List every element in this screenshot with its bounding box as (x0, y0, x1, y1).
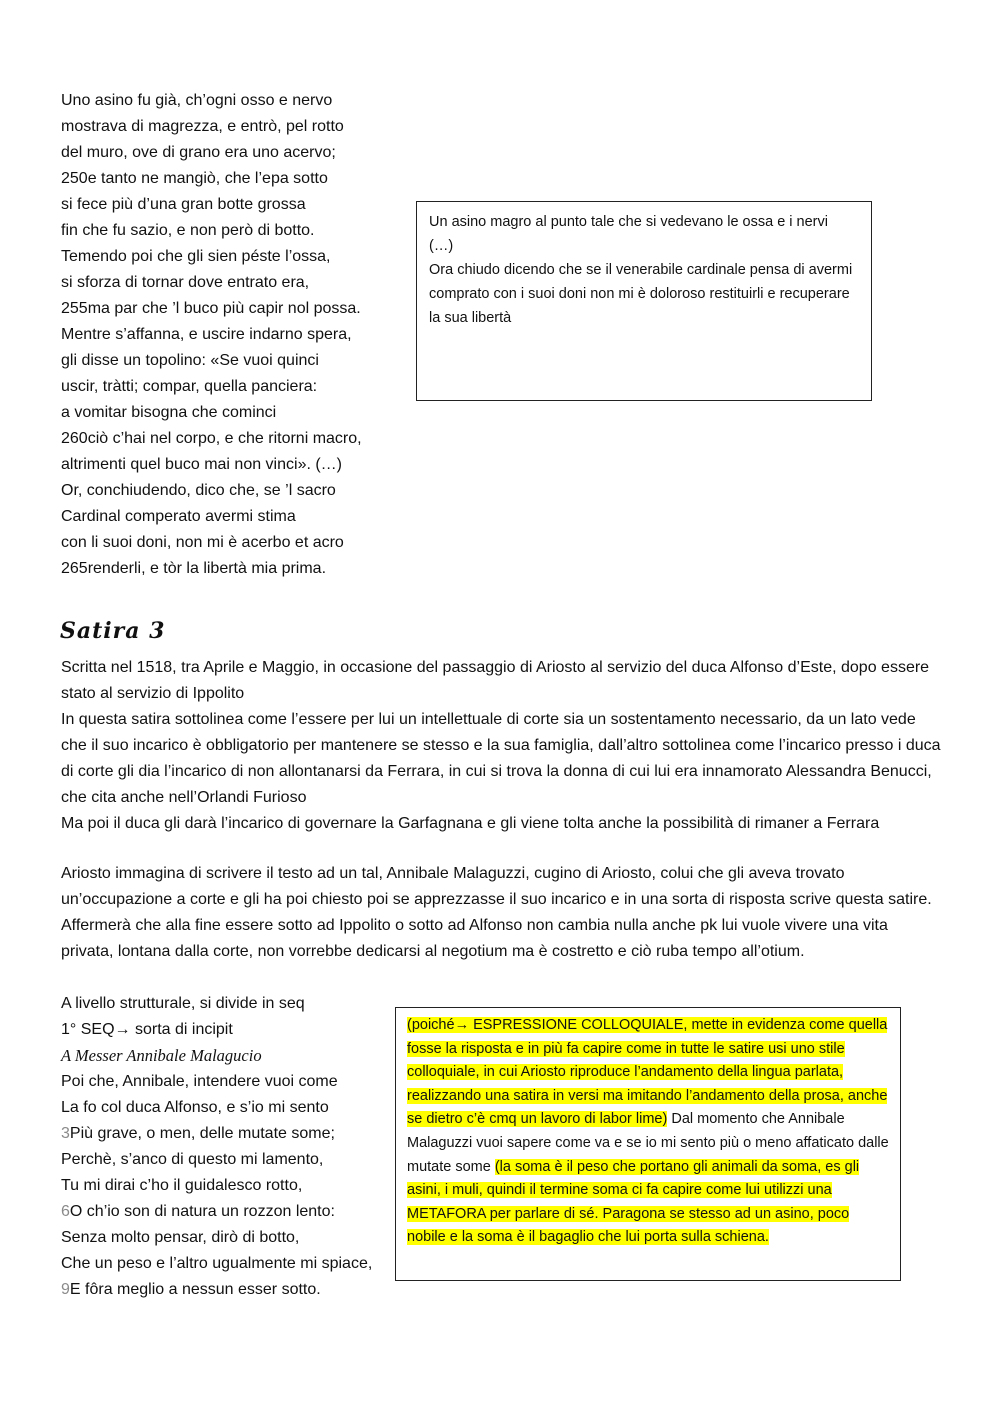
verse-line (61, 504, 401, 530)
dedication-line: A Messer Annibale Malagucio (61, 1046, 262, 1065)
verse-text: O ch’io son di natura un rozzon lento: (69, 1203, 335, 1220)
line-number: 265 (61, 560, 88, 577)
poem-satira-3-excerpt (61, 991, 401, 1303)
verse-line (61, 400, 401, 426)
verse-text: La fo col duca Alfonso, e s’io mi sento (61, 1099, 329, 1116)
verse-text: uscir, tràtti; compar, quella panciera: (61, 378, 318, 395)
verse-line (61, 166, 401, 192)
verse-line (61, 1251, 401, 1277)
note-line-1: Un asino magro al punto tale che si vedevano le ossa e i nervi (429, 214, 828, 230)
verse-text: Cardinal comperato avermi stima (61, 508, 296, 525)
verse-line (61, 426, 401, 452)
verse-line (61, 452, 401, 478)
verse-text: gli disse un topolino: «Se vuoi quinci (61, 352, 319, 369)
verse-text: a vomitar bisogna che cominci (61, 404, 277, 421)
line-number: 255 (61, 300, 88, 317)
verse-text: Mentre s’affanna, e uscire indarno spera, (61, 326, 352, 343)
verse-text: e tanto ne mangiò, che l’epa sotto (87, 170, 328, 187)
line-number: 260 (61, 430, 88, 447)
verse-lines (61, 1069, 401, 1303)
poem-satira-2-excerpt (61, 88, 401, 582)
verse-line (61, 218, 401, 244)
intro-paragraph (61, 655, 941, 837)
verse-text: Or, conchiudendo, dico che, se ’l sacro (61, 482, 336, 499)
intro-line-date: Scritta nel 1518, tra Aprile e Maggio, in occasione del passaggio di Ariosto al servizio del duca Alfonso d’Este, dopo essere stato al servizio di Ippolito (61, 659, 930, 702)
verse-text: Che un peso e l’altro ugualmente mi spiace, (61, 1255, 373, 1272)
commentary-plain: Dal momento che Annibale Malaguzzi vuoi sapere come va e se io mi sento più o meno affaticato dalle mutate some (407, 1111, 889, 1175)
verse-line (61, 296, 401, 322)
verse-line (61, 114, 401, 140)
verse-text: del muro, ove di grano era uno acervo; (61, 144, 336, 161)
verse-line (61, 322, 401, 348)
verse-text: Più grave, o men, delle mutate some; (69, 1125, 335, 1142)
verse-line (61, 1147, 401, 1173)
arrow-icon: → (454, 1017, 470, 1033)
verse-line (61, 88, 401, 114)
line-number: 9 (61, 1281, 70, 1298)
verse-line (61, 1095, 401, 1121)
note-line-2: (…) (429, 238, 454, 254)
verse-line (61, 244, 401, 270)
line-number: 3 (61, 1125, 70, 1142)
verse-line (61, 1069, 401, 1095)
verse-text: Tu mi dirai c’ho il guidalesco rotto, (61, 1177, 303, 1194)
verse-line (61, 140, 401, 166)
note-line-3: Ora chiudo dicendo che se il venerabile cardinale pensa di avermi comprato con i suoi doni non mi è doloroso restituirli e recuperare la sua libertà (429, 262, 853, 326)
highlight-metaphor: (la soma è il peso che portano gli animali da soma, es gli asini, i muli, quindi il termine soma ci fa capire come lui utilizzi una METAFORA per parlare di sé. Paragona se stesso ad un asino, poco nobile e la soma è il bagaglio che lui porta sulla schiena. (407, 1158, 860, 1246)
verse-text: si fece più d’una gran botte grossa (61, 196, 306, 213)
verse-line (61, 1225, 401, 1251)
verse-line (61, 192, 401, 218)
line-number: 250 (61, 170, 88, 187)
verse-text: ciò c’hai nel corpo, e che ritorni macro, (87, 430, 362, 447)
verse-text: Senza molto pensar, dirò di botto, (61, 1229, 300, 1246)
verse-text: Perchè, s’anco di questo mi lamento, (61, 1151, 324, 1168)
verse-line (61, 270, 401, 296)
verse-text: fin che fu sazio, e non però di botto. (61, 222, 315, 239)
verse-line (61, 530, 401, 556)
paraphrase-note-box (416, 201, 872, 401)
verse-line (61, 478, 401, 504)
verse-text: ma par che ’l buco più capir nol possa. (87, 300, 361, 317)
verse-line (61, 556, 401, 582)
verse-text: con li suoi doni, non mi è acerbo et acro (61, 534, 344, 551)
intro-line-garfagnana: Ma poi il duca gli darà l’incarico di governare la Garfagnana e gli viene tolta anche la possibilità di rimaner a Ferrara (61, 815, 880, 832)
verse-line (61, 1173, 401, 1199)
verse-text: Uno asino fu già, ch’ogni osso e nervo (61, 92, 333, 109)
verse-text: altrimenti quel buco mai non vinci». (…) (61, 456, 343, 473)
sequence-line: 1° SEQ→ sorta di incipit (61, 1021, 233, 1038)
verse-line (61, 374, 401, 400)
verse-line (61, 1121, 401, 1147)
section-heading: Satira 3 (60, 618, 166, 644)
verse-line (61, 1199, 401, 1225)
context-paragraph: Ariosto immagina di scrivere il testo ad un tal, Annibale Malaguzzi, cugino di Ariosto, colui che gli aveva trovato un’occupazione a corte e gli ha poi chiesto poi se apprezzasse il suo incarico e in una sorta di risposta scrive questa satire. Affermerà che alla fine essere sotto ad Ippolito o sotto ad Alfonso non cambia nulla anche pk lui vuole vivere una vita privata, lontana dalla corte, non vorrebbe dedicarsi al negotium ma è costretto e ciò ruba tempo all’otium. (61, 865, 932, 960)
line-number: 6 (61, 1203, 70, 1220)
verse-text: Poi che, Annibale, intendere vuoi come (61, 1073, 338, 1090)
verse-text: Temendo poi che gli sien péste l’ossa, (61, 248, 331, 265)
structure-line: A livello strutturale, si divide in seq (61, 995, 305, 1012)
verse-line (61, 348, 401, 374)
verse-line (61, 1277, 401, 1303)
intro-line-theme: In questa satira sottolinea come l’essere per lui un intellettuale di corte sia un sostentamento necessario, da un lato vede che il suo incarico è obbligatorio per mantenere se stesso e la sua famiglia, dall’altro sottolinea come l’incarico presso i duca di corte gli dia l’incarico di non allontanarsi da Ferrara, in cui si trova la donna di cui lui era innamorato Alessandra Benucci, che cita anche nell’Orlandi Furioso (61, 711, 941, 806)
arrow-icon: → (114, 1021, 131, 1038)
verse-text: si sforza di tornar dove entrato era, (61, 274, 310, 291)
verse-text: E fôra meglio a nessun esser sotto. (69, 1281, 321, 1298)
commentary-note-box (395, 1007, 901, 1281)
verse-text: mostrava di magrezza, e entrò, pel rotto (61, 118, 344, 135)
verse-text: renderli, e tòr la libertà mia prima. (87, 560, 327, 577)
highlight-colloquial: (poiché→ ESPRESSIONE COLLOQUIALE, mette in evidenza come quella fosse la risposta e in più fa capire come in tutte le satire usi uno stile colloquiale, in cui Ariosto riproduce l’andamento della lingua parlata, realizzando una satira in versi ma imitando l’andamento della prosa, anche se dietro c’è cmq un lavoro di labor lime) (407, 1017, 888, 1128)
